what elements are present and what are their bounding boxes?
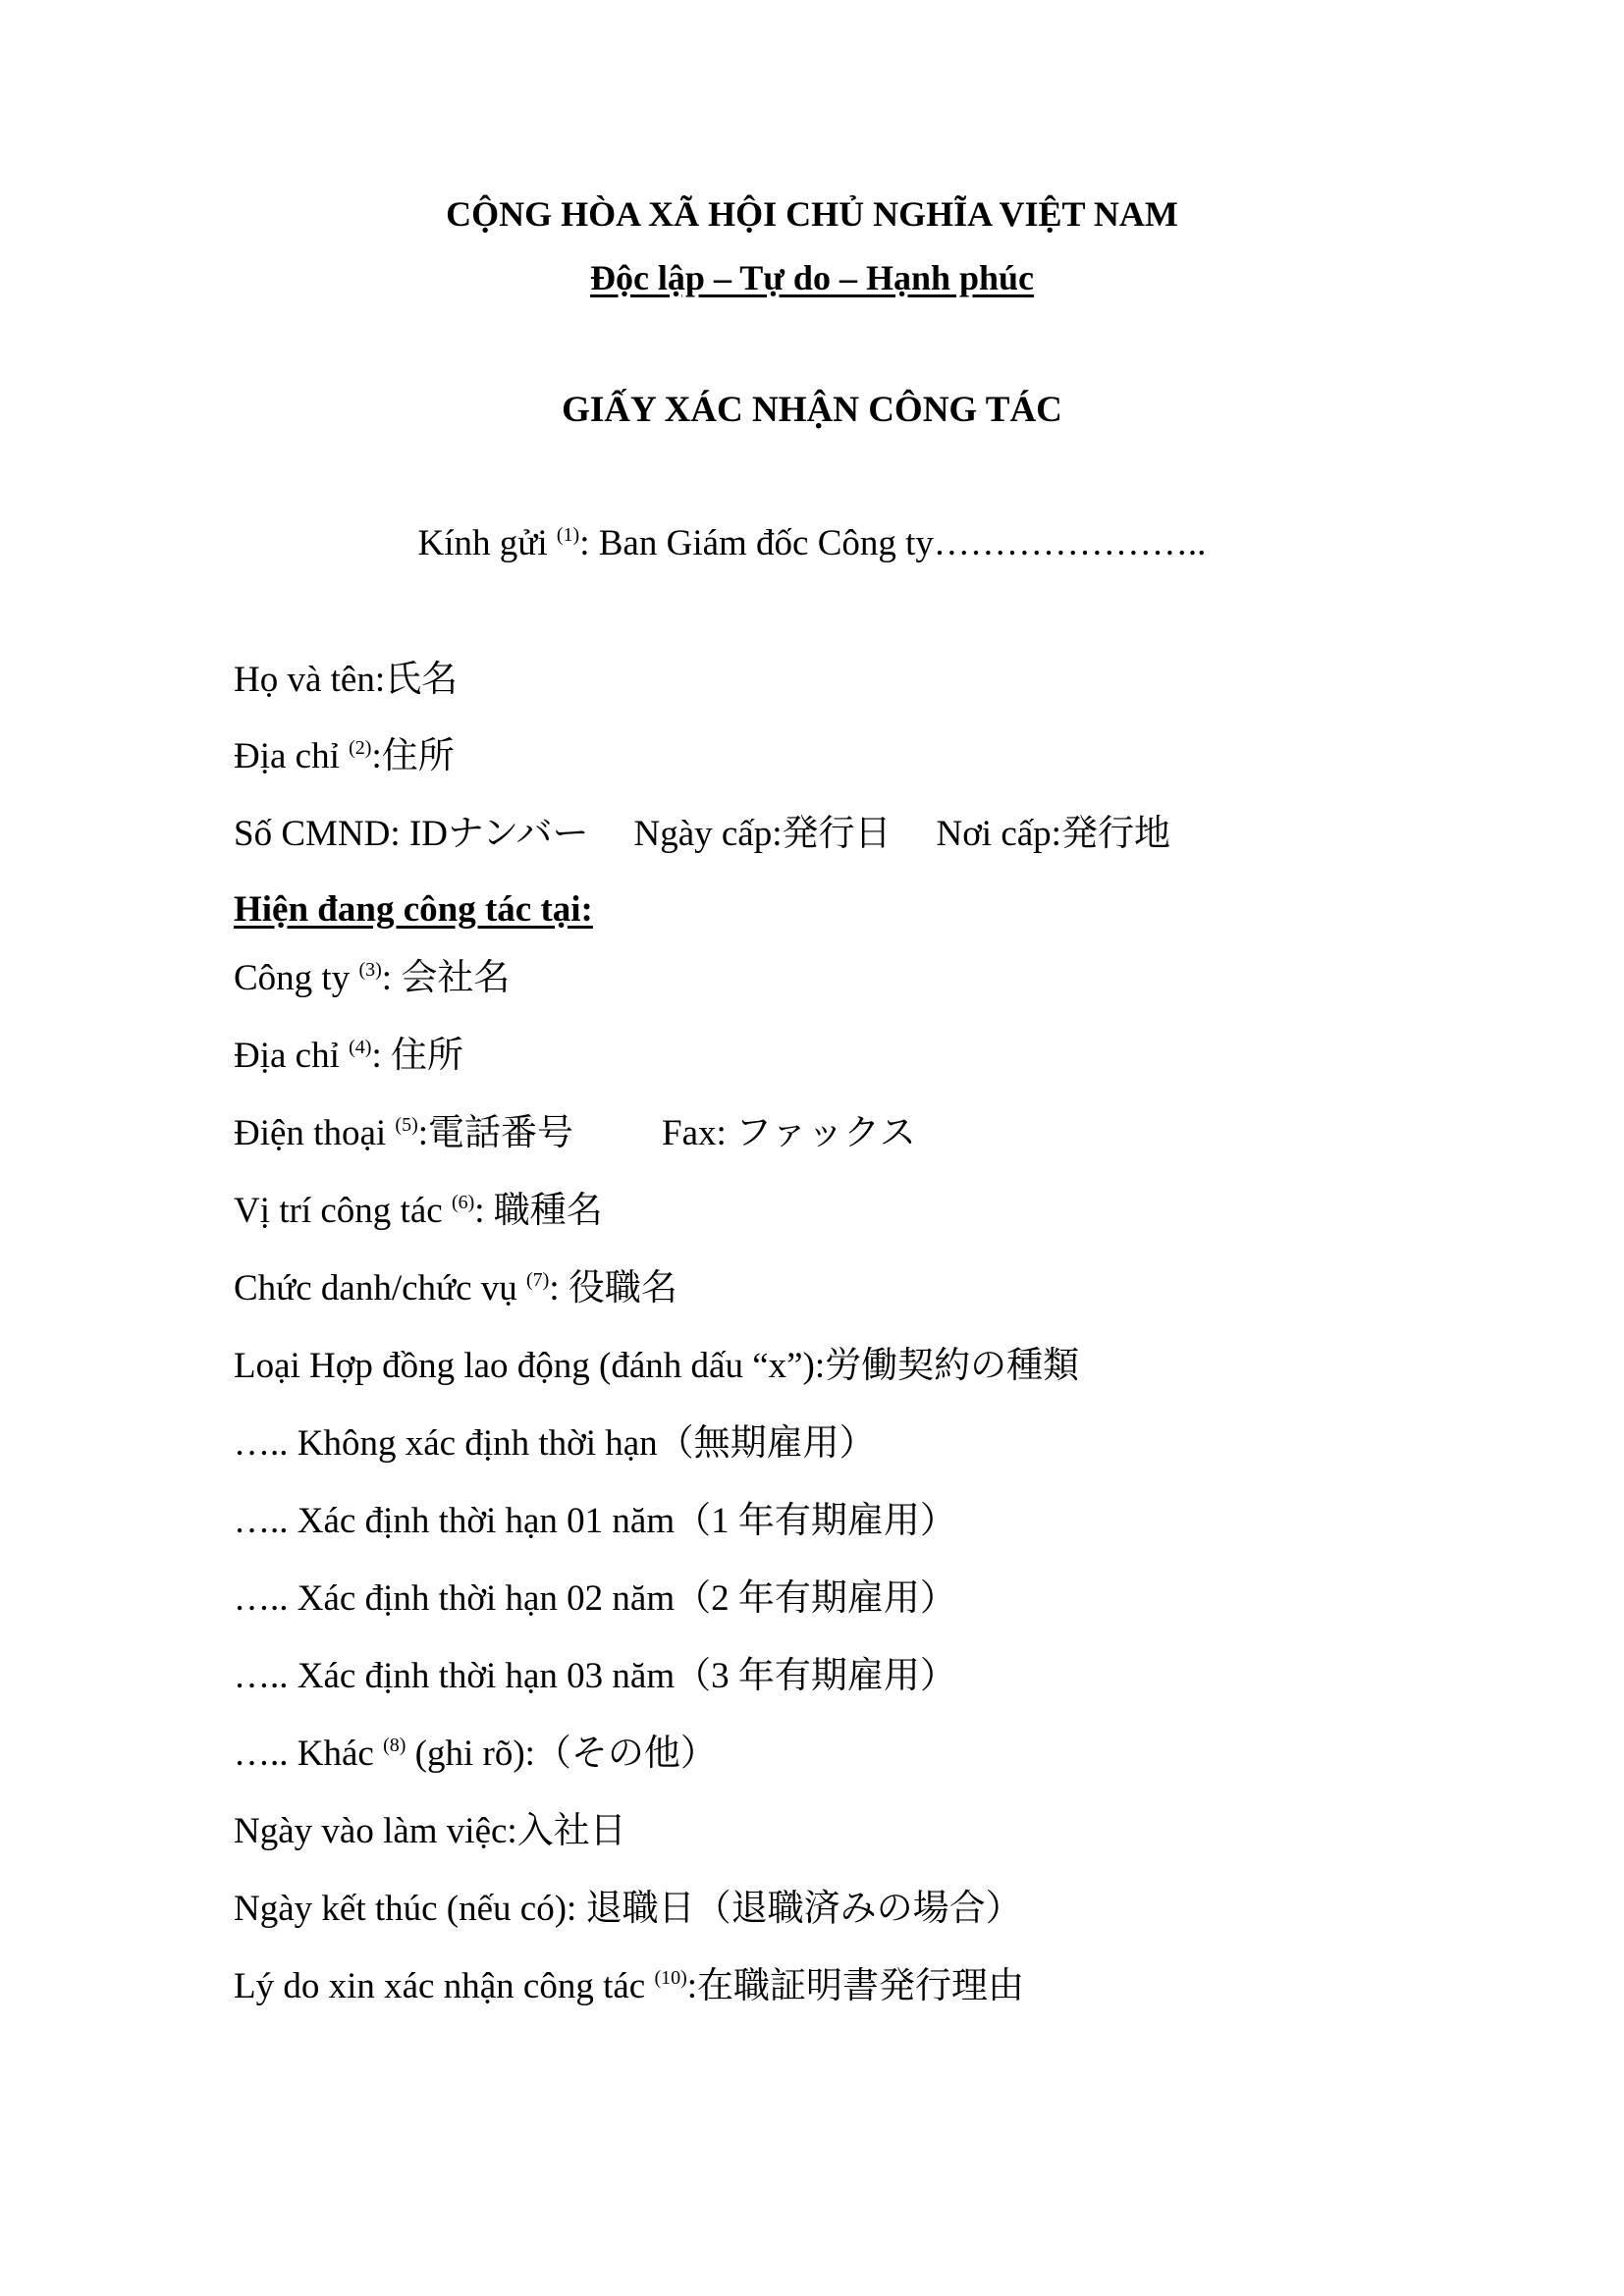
name-value: 氏名 — [385, 660, 459, 700]
reason-label: Lý do xin xác nhận công tác — [234, 1966, 646, 2006]
other-contract-line — [234, 1733, 717, 1776]
footnote-ref-4: (4) — [349, 1037, 372, 1058]
phone-value: :電話番号 — [417, 1113, 574, 1153]
title-role-value: : 役職名 — [549, 1268, 677, 1308]
company-label: Công ty — [234, 958, 351, 998]
phone-line — [234, 1112, 916, 1155]
contract-type-line — [234, 1345, 1079, 1388]
company-value: : 会社名 — [381, 958, 511, 998]
country-header: CỘNG HÒA XÃ HỘI CHỦ NGHĨA VIỆT NAM — [446, 194, 1178, 234]
other-label: ….. Khác — [234, 1734, 374, 1774]
footnote-ref-10: (10) — [654, 1967, 687, 1989]
company-address-label: Địa chỉ — [234, 1036, 340, 1076]
address-value: :住所 — [371, 736, 455, 776]
issue-date-value: 発行日 — [782, 814, 892, 854]
greeting-line — [0, 522, 1624, 564]
issue-place-label: Nơi cấp: — [936, 814, 1061, 854]
footnote-ref-8: (8) — [383, 1735, 406, 1756]
issue-place-value: 発行地 — [1060, 814, 1170, 854]
footnote-ref-1: (1) — [556, 524, 580, 546]
fax-value: ファックス — [735, 1113, 916, 1153]
company-line — [234, 957, 510, 1000]
reason-line — [234, 1965, 1024, 2008]
other-value: (ghi rõ):（その他） — [414, 1734, 717, 1774]
start-date-line — [234, 1810, 626, 1853]
title-role-line — [234, 1267, 677, 1310]
document-title: GIẤY XÁC NHẬN CÔNG TÁC — [562, 390, 1062, 430]
id-label: Số CMND: ID — [234, 814, 448, 854]
position-value: : 職種名 — [474, 1191, 603, 1231]
contract-option: ….. Xác định thời hạn 03 năm（3 年有期雇用） — [234, 1656, 956, 1696]
start-date-label: Ngày vào làm việc: — [234, 1811, 517, 1851]
contract-option: ….. Không xác định thời hạn（無期雇用） — [234, 1423, 876, 1464]
phone-label: Điện thoại — [234, 1113, 387, 1153]
greeting-text: : Ban Giám đốc Công ty………………….. — [579, 523, 1207, 563]
contract-option: ….. Xác định thời hạn 02 năm（2 年有期雇用） — [234, 1578, 956, 1619]
footnote-ref-5: (5) — [395, 1114, 418, 1136]
reason-value: :在職証明書発行理由 — [686, 1966, 1025, 2006]
footnote-ref-3: (3) — [358, 959, 382, 981]
contract-type-label: Loại Hợp đồng lao động (đánh dấu “x”): — [234, 1346, 826, 1386]
end-date-value: 退職日（退職済みの場合） — [585, 1889, 1022, 1929]
address-line — [234, 735, 455, 778]
section-title: Hiện đang công tác tại: — [234, 889, 593, 930]
greeting-label: Kính gửi — [417, 523, 548, 563]
end-date-line — [234, 1888, 1022, 1931]
title-role-label: Chức danh/chức vụ — [234, 1268, 517, 1308]
contract-option: ….. Xác định thời hạn 01 năm（1 年有期雇用） — [234, 1501, 956, 1541]
position-line — [234, 1190, 603, 1233]
id-value: ナンバー — [447, 814, 589, 854]
name-label: Họ và tên: — [234, 660, 386, 700]
id-line — [234, 813, 1170, 856]
name-line — [234, 659, 458, 702]
fax-label: Fax: — [662, 1113, 727, 1153]
contract-type-value: 労働契約の種類 — [825, 1346, 1080, 1386]
company-address-line — [234, 1035, 463, 1078]
address-label: Địa chỉ — [234, 736, 340, 776]
position-label: Vị trí công tác — [234, 1191, 443, 1231]
footnote-ref-6: (6) — [451, 1192, 475, 1213]
issue-date-label: Ngày cấp: — [633, 814, 783, 854]
company-address-value: : 住所 — [371, 1036, 463, 1076]
footnote-ref-7: (7) — [526, 1269, 550, 1291]
end-date-label: Ngày kết thúc (nếu có): — [234, 1889, 577, 1929]
footnote-ref-2: (2) — [349, 737, 372, 759]
national-motto: Độc lập – Tự do – Hạnh phúc — [589, 258, 1035, 297]
start-date-value: 入社日 — [516, 1811, 626, 1851]
